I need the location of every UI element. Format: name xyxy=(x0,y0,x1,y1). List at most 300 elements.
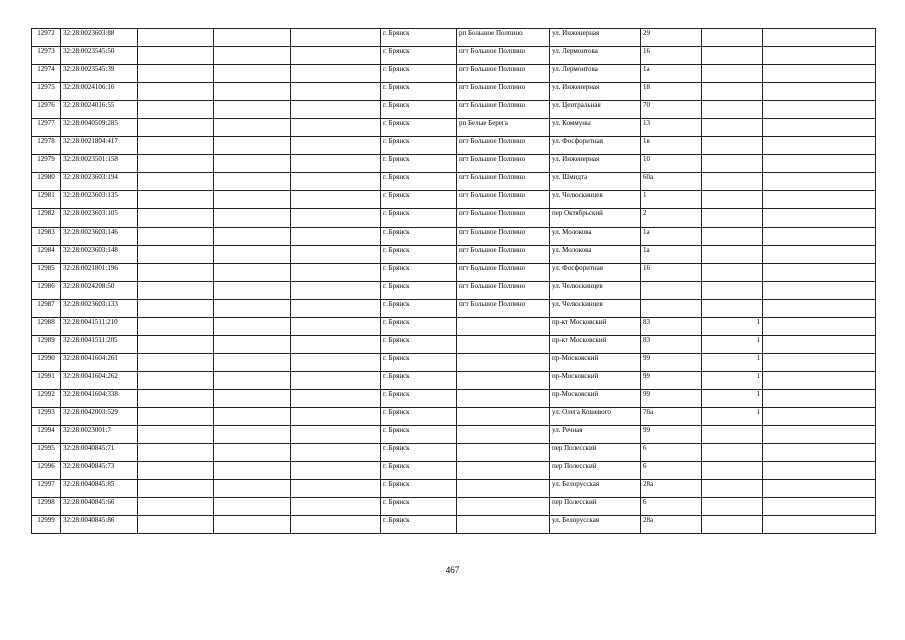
table-cell: г. Брянск xyxy=(381,498,457,516)
table-cell xyxy=(291,245,381,263)
table-cell: 32:28:0021804:417 xyxy=(61,137,138,155)
table-cell: 1а xyxy=(641,65,702,83)
table-cell xyxy=(763,137,876,155)
table-cell: г. Брянск xyxy=(381,516,457,534)
table-cell: 12986 xyxy=(32,281,61,299)
table-cell xyxy=(214,227,291,245)
table-cell xyxy=(291,407,381,425)
table-cell xyxy=(763,462,876,480)
table-cell: г. Брянск xyxy=(381,29,457,47)
table-cell: 12981 xyxy=(32,191,61,209)
table-cell: рп Большое Полпино xyxy=(457,29,550,47)
table-row xyxy=(32,480,876,498)
table-cell: г. Брянск xyxy=(381,263,457,281)
table-cell: г. Брянск xyxy=(381,209,457,227)
table-cell xyxy=(291,317,381,335)
table-cell xyxy=(291,173,381,191)
table-row xyxy=(32,173,876,191)
table-cell: 83 xyxy=(641,335,702,353)
table-cell: 28а xyxy=(641,516,702,534)
table-cell: 18 xyxy=(641,83,702,101)
table-cell xyxy=(214,65,291,83)
table-cell xyxy=(641,299,702,317)
table-cell: 12994 xyxy=(32,426,61,444)
table-cell xyxy=(763,227,876,245)
table-cell xyxy=(763,335,876,353)
table-cell xyxy=(138,173,214,191)
table-cell xyxy=(702,281,763,299)
table-cell: г. Брянск xyxy=(381,426,457,444)
table-cell xyxy=(138,83,214,101)
table-cell: 12995 xyxy=(32,444,61,462)
table-cell: 12987 xyxy=(32,299,61,317)
table-cell: пгт Большое Полпино xyxy=(457,173,550,191)
table-cell: г. Брянск xyxy=(381,389,457,407)
table-cell xyxy=(702,462,763,480)
table-cell: пгт Большое Полпино xyxy=(457,101,550,119)
table-cell: пер Полесский xyxy=(550,462,641,480)
table-cell xyxy=(291,47,381,65)
table-cell xyxy=(138,317,214,335)
table-row xyxy=(32,101,876,119)
table-cell xyxy=(763,101,876,119)
table-cell: г. Брянск xyxy=(381,335,457,353)
table-cell: 32:28:0024016:55 xyxy=(61,101,138,119)
table-cell xyxy=(138,299,214,317)
table-cell xyxy=(763,155,876,173)
table-cell: ул. Олега Кошевого xyxy=(550,407,641,425)
table-cell: г. Брянск xyxy=(381,101,457,119)
table-cell: 6 xyxy=(641,462,702,480)
table-cell: 12984 xyxy=(32,245,61,263)
table-cell xyxy=(291,371,381,389)
table-cell xyxy=(763,47,876,65)
table-cell xyxy=(138,191,214,209)
table-cell: 1 xyxy=(702,317,763,335)
table-cell xyxy=(138,281,214,299)
table-cell xyxy=(214,480,291,498)
table-cell xyxy=(214,426,291,444)
table-cell xyxy=(214,191,291,209)
table-cell: 12985 xyxy=(32,263,61,281)
table-cell xyxy=(291,353,381,371)
table-row xyxy=(32,83,876,101)
table-cell: г. Брянск xyxy=(381,245,457,263)
table-cell xyxy=(702,245,763,263)
table-cell: 12973 xyxy=(32,47,61,65)
table-cell: пр-кт Московский xyxy=(550,317,641,335)
table-cell: ул. Центральная xyxy=(550,101,641,119)
table-cell: ул. Инженерная xyxy=(550,83,641,101)
table-cell: 99 xyxy=(641,389,702,407)
table-cell: пгт Большое Полпино xyxy=(457,137,550,155)
table-row xyxy=(32,498,876,516)
table-cell xyxy=(138,353,214,371)
table-cell: 1в xyxy=(641,137,702,155)
table-cell: г. Брянск xyxy=(381,155,457,173)
table-cell: г. Брянск xyxy=(381,480,457,498)
table-cell: пер Полесский xyxy=(550,444,641,462)
table-cell: 99 xyxy=(641,426,702,444)
table-cell: 32:28:0023603:194 xyxy=(61,173,138,191)
table-row xyxy=(32,407,876,425)
table-cell xyxy=(138,407,214,425)
table-cell xyxy=(214,29,291,47)
table-cell: 1а xyxy=(641,245,702,263)
table-cell: 76а xyxy=(641,407,702,425)
table-cell: 12976 xyxy=(32,101,61,119)
table-cell xyxy=(138,335,214,353)
table-cell: пгт Большое Полпино xyxy=(457,65,550,83)
table-row xyxy=(32,371,876,389)
table-cell: г. Брянск xyxy=(381,47,457,65)
table-cell xyxy=(702,47,763,65)
table-cell: 12991 xyxy=(32,371,61,389)
table-cell xyxy=(702,29,763,47)
table-row xyxy=(32,353,876,371)
table-cell xyxy=(214,371,291,389)
table-cell xyxy=(763,516,876,534)
table-cell xyxy=(702,498,763,516)
table-cell: 12996 xyxy=(32,462,61,480)
table-cell: 32:28:0040845:73 xyxy=(61,462,138,480)
table-cell xyxy=(138,498,214,516)
table-cell xyxy=(291,299,381,317)
table-cell xyxy=(763,444,876,462)
table-cell: г. Брянск xyxy=(381,227,457,245)
table-cell: 32:28:0041511:210 xyxy=(61,317,138,335)
table-cell: пгт Большое Полпино xyxy=(457,281,550,299)
table-cell xyxy=(457,317,550,335)
table-cell xyxy=(763,263,876,281)
table-cell: 12988 xyxy=(32,317,61,335)
table-cell: 12980 xyxy=(32,173,61,191)
table-cell xyxy=(763,191,876,209)
table-cell xyxy=(763,173,876,191)
table-cell: ул. Белорусская xyxy=(550,480,641,498)
table-cell xyxy=(291,119,381,137)
table-cell xyxy=(138,47,214,65)
table-cell: 32:28:0023603:146 xyxy=(61,227,138,245)
table-cell xyxy=(214,299,291,317)
table-cell: 12977 xyxy=(32,119,61,137)
table-cell xyxy=(138,389,214,407)
table-cell xyxy=(138,137,214,155)
table-cell xyxy=(763,245,876,263)
table-cell xyxy=(214,407,291,425)
table-cell xyxy=(291,227,381,245)
table-cell xyxy=(457,480,550,498)
table-cell: 12998 xyxy=(32,498,61,516)
table-cell: 32:28:0041604:261 xyxy=(61,353,138,371)
table-cell: ул. Инженерная xyxy=(550,29,641,47)
table-cell xyxy=(291,426,381,444)
table-cell: ул. Молокова xyxy=(550,245,641,263)
table-cell: г. Брянск xyxy=(381,462,457,480)
table-cell xyxy=(291,498,381,516)
table-cell: 32:28:0024106:16 xyxy=(61,83,138,101)
table-cell xyxy=(138,119,214,137)
table-cell xyxy=(702,65,763,83)
table-cell: пер Октябрьский xyxy=(550,209,641,227)
table-cell xyxy=(291,191,381,209)
table-cell: пр-Московский xyxy=(550,353,641,371)
table-row xyxy=(32,426,876,444)
table-cell xyxy=(763,299,876,317)
table-cell xyxy=(214,353,291,371)
table-cell: 12974 xyxy=(32,65,61,83)
table-cell xyxy=(763,389,876,407)
table-cell: 32:28:0041604:338 xyxy=(61,389,138,407)
table-cell: 12982 xyxy=(32,209,61,227)
table-cell: 12983 xyxy=(32,227,61,245)
table-cell xyxy=(291,462,381,480)
table-cell: 70 xyxy=(641,101,702,119)
table-cell: 1 xyxy=(641,191,702,209)
table-cell xyxy=(138,426,214,444)
table-cell: 32:28:0023603:133 xyxy=(61,299,138,317)
table-cell xyxy=(138,245,214,263)
table-cell xyxy=(214,119,291,137)
table-cell xyxy=(457,516,550,534)
table-cell xyxy=(291,480,381,498)
table-cell: 83 xyxy=(641,317,702,335)
table-cell xyxy=(763,119,876,137)
table-cell: 1 xyxy=(702,371,763,389)
table-row xyxy=(32,245,876,263)
table-cell: г. Брянск xyxy=(381,407,457,425)
table-cell xyxy=(763,29,876,47)
table-cell xyxy=(291,83,381,101)
table-cell xyxy=(291,281,381,299)
table-cell: 12989 xyxy=(32,335,61,353)
table-cell: рп Белые Берега xyxy=(457,119,550,137)
table-cell: пгт Большое Полпино xyxy=(457,155,550,173)
table-cell xyxy=(214,462,291,480)
table-cell: 1 xyxy=(702,407,763,425)
table-cell: пгт Большое Полпино xyxy=(457,209,550,227)
table-cell: 32:28:0040845:71 xyxy=(61,444,138,462)
table-cell xyxy=(291,65,381,83)
table-cell: ул. Челюскинцев xyxy=(550,299,641,317)
table-cell: 32:28:0021801:196 xyxy=(61,263,138,281)
table-cell: 1 xyxy=(702,389,763,407)
table-cell xyxy=(291,209,381,227)
table-row xyxy=(32,137,876,155)
table-cell xyxy=(291,29,381,47)
table-cell xyxy=(214,444,291,462)
table-cell: 32:28:0024208:50 xyxy=(61,281,138,299)
table-row xyxy=(32,281,876,299)
table-cell xyxy=(138,101,214,119)
table-cell xyxy=(214,389,291,407)
table-cell: 32:28:0023545:39 xyxy=(61,65,138,83)
register-table-body xyxy=(32,29,876,534)
table-row xyxy=(32,47,876,65)
table-cell: г. Брянск xyxy=(381,317,457,335)
table-cell xyxy=(457,444,550,462)
table-cell: г. Брянск xyxy=(381,371,457,389)
table-cell: пгт Большое Полпино xyxy=(457,245,550,263)
table-cell: ул. Челюскинцев xyxy=(550,281,641,299)
table-row xyxy=(32,119,876,137)
table-cell xyxy=(641,281,702,299)
table-cell xyxy=(291,444,381,462)
table-cell xyxy=(138,371,214,389)
table-cell: 12975 xyxy=(32,83,61,101)
table-cell xyxy=(763,353,876,371)
table-cell: г. Брянск xyxy=(381,353,457,371)
table-cell: 32:28:0023001:7 xyxy=(61,426,138,444)
table-cell: ул. Лермонтова xyxy=(550,65,641,83)
table-cell: г. Брянск xyxy=(381,83,457,101)
table-cell: ул. Белорусская xyxy=(550,516,641,534)
table-cell xyxy=(138,227,214,245)
table-cell: пгт Большое Полпино xyxy=(457,83,550,101)
table-cell: г. Брянск xyxy=(381,137,457,155)
table-cell xyxy=(291,335,381,353)
table-row xyxy=(32,389,876,407)
table-row xyxy=(32,335,876,353)
table-cell xyxy=(763,281,876,299)
table-cell xyxy=(763,371,876,389)
table-row xyxy=(32,209,876,227)
table-cell xyxy=(214,516,291,534)
table-cell xyxy=(214,101,291,119)
table-row xyxy=(32,263,876,281)
table-cell: ул. Челюскинцев xyxy=(550,191,641,209)
table-cell xyxy=(291,137,381,155)
table-cell: пер Полесский xyxy=(550,498,641,516)
table-cell: 12992 xyxy=(32,389,61,407)
table-cell: ул. Фосфоритная xyxy=(550,137,641,155)
table-row xyxy=(32,444,876,462)
table-cell xyxy=(138,155,214,173)
table-cell xyxy=(138,516,214,534)
table-cell xyxy=(702,480,763,498)
table-cell xyxy=(457,426,550,444)
table-cell: 6 xyxy=(641,498,702,516)
table-row xyxy=(32,516,876,534)
table-cell: 32:28:0040845:86 xyxy=(61,516,138,534)
table-row xyxy=(32,462,876,480)
table-row xyxy=(32,227,876,245)
table-cell: 32:28:0042003:529 xyxy=(61,407,138,425)
table-cell xyxy=(702,83,763,101)
page-number: 467 xyxy=(445,565,460,575)
table-cell: пр-Московский xyxy=(550,389,641,407)
table-cell xyxy=(214,173,291,191)
table-cell xyxy=(702,137,763,155)
table-cell: 12972 xyxy=(32,29,61,47)
table-cell xyxy=(763,426,876,444)
table-cell xyxy=(214,137,291,155)
table-cell: 1 xyxy=(702,353,763,371)
table-row xyxy=(32,65,876,83)
table-cell: пгт Большое Полпино xyxy=(457,263,550,281)
table-cell xyxy=(702,227,763,245)
table-cell: 1а xyxy=(641,227,702,245)
table-cell: 12993 xyxy=(32,407,61,425)
table-cell xyxy=(763,83,876,101)
table-cell: 12978 xyxy=(32,137,61,155)
table-cell: 12979 xyxy=(32,155,61,173)
table-cell: 32:28:0023545:50 xyxy=(61,47,138,65)
table-cell xyxy=(702,155,763,173)
table-cell xyxy=(138,29,214,47)
table-cell: пр-кт Московский xyxy=(550,335,641,353)
table-row xyxy=(32,317,876,335)
table-cell xyxy=(138,209,214,227)
table-cell xyxy=(702,299,763,317)
table-cell: 29 xyxy=(641,29,702,47)
table-cell: г. Брянск xyxy=(381,119,457,137)
table-cell xyxy=(138,263,214,281)
table-cell: 32:28:0041511:205 xyxy=(61,335,138,353)
table-cell xyxy=(291,516,381,534)
table-cell xyxy=(702,516,763,534)
table-cell xyxy=(763,65,876,83)
table-cell xyxy=(291,389,381,407)
table-cell xyxy=(702,101,763,119)
table-cell xyxy=(214,47,291,65)
table-cell xyxy=(457,389,550,407)
table-cell: пгт Большое Полпино xyxy=(457,227,550,245)
table-cell xyxy=(457,462,550,480)
table-row xyxy=(32,299,876,317)
table-cell xyxy=(763,498,876,516)
register-table xyxy=(31,28,876,534)
table-cell xyxy=(763,317,876,335)
table-cell xyxy=(214,317,291,335)
table-cell: 28а xyxy=(641,480,702,498)
table-cell: ул. Речная xyxy=(550,426,641,444)
table-cell: г. Брянск xyxy=(381,173,457,191)
table-cell: 1 xyxy=(702,335,763,353)
table-cell: 13 xyxy=(641,119,702,137)
table-cell: 2 xyxy=(641,209,702,227)
table-cell: 6 xyxy=(641,444,702,462)
table-cell: г. Брянск xyxy=(381,65,457,83)
table-cell: 32:28:0040845:66 xyxy=(61,498,138,516)
table-row xyxy=(32,191,876,209)
table-cell xyxy=(702,444,763,462)
table-cell xyxy=(138,444,214,462)
table-cell: пгт Большое Полпино xyxy=(457,47,550,65)
table-cell: 32:28:0023603:105 xyxy=(61,209,138,227)
table-cell xyxy=(702,263,763,281)
table-cell: 16 xyxy=(641,263,702,281)
table-row xyxy=(32,155,876,173)
table-cell: г. Брянск xyxy=(381,444,457,462)
table-cell: ул. Молокова xyxy=(550,227,641,245)
table-cell xyxy=(702,119,763,137)
table-cell xyxy=(457,407,550,425)
table-cell xyxy=(702,173,763,191)
table-cell xyxy=(457,371,550,389)
table-cell xyxy=(457,498,550,516)
table-cell: 99 xyxy=(641,371,702,389)
table-cell: 16 xyxy=(641,47,702,65)
table-cell xyxy=(214,83,291,101)
table-cell xyxy=(702,191,763,209)
table-cell xyxy=(763,407,876,425)
table-cell xyxy=(291,155,381,173)
table-cell: г. Брянск xyxy=(381,191,457,209)
table-cell: 12999 xyxy=(32,516,61,534)
table-cell: 32:28:0023501:158 xyxy=(61,155,138,173)
table-cell xyxy=(702,209,763,227)
